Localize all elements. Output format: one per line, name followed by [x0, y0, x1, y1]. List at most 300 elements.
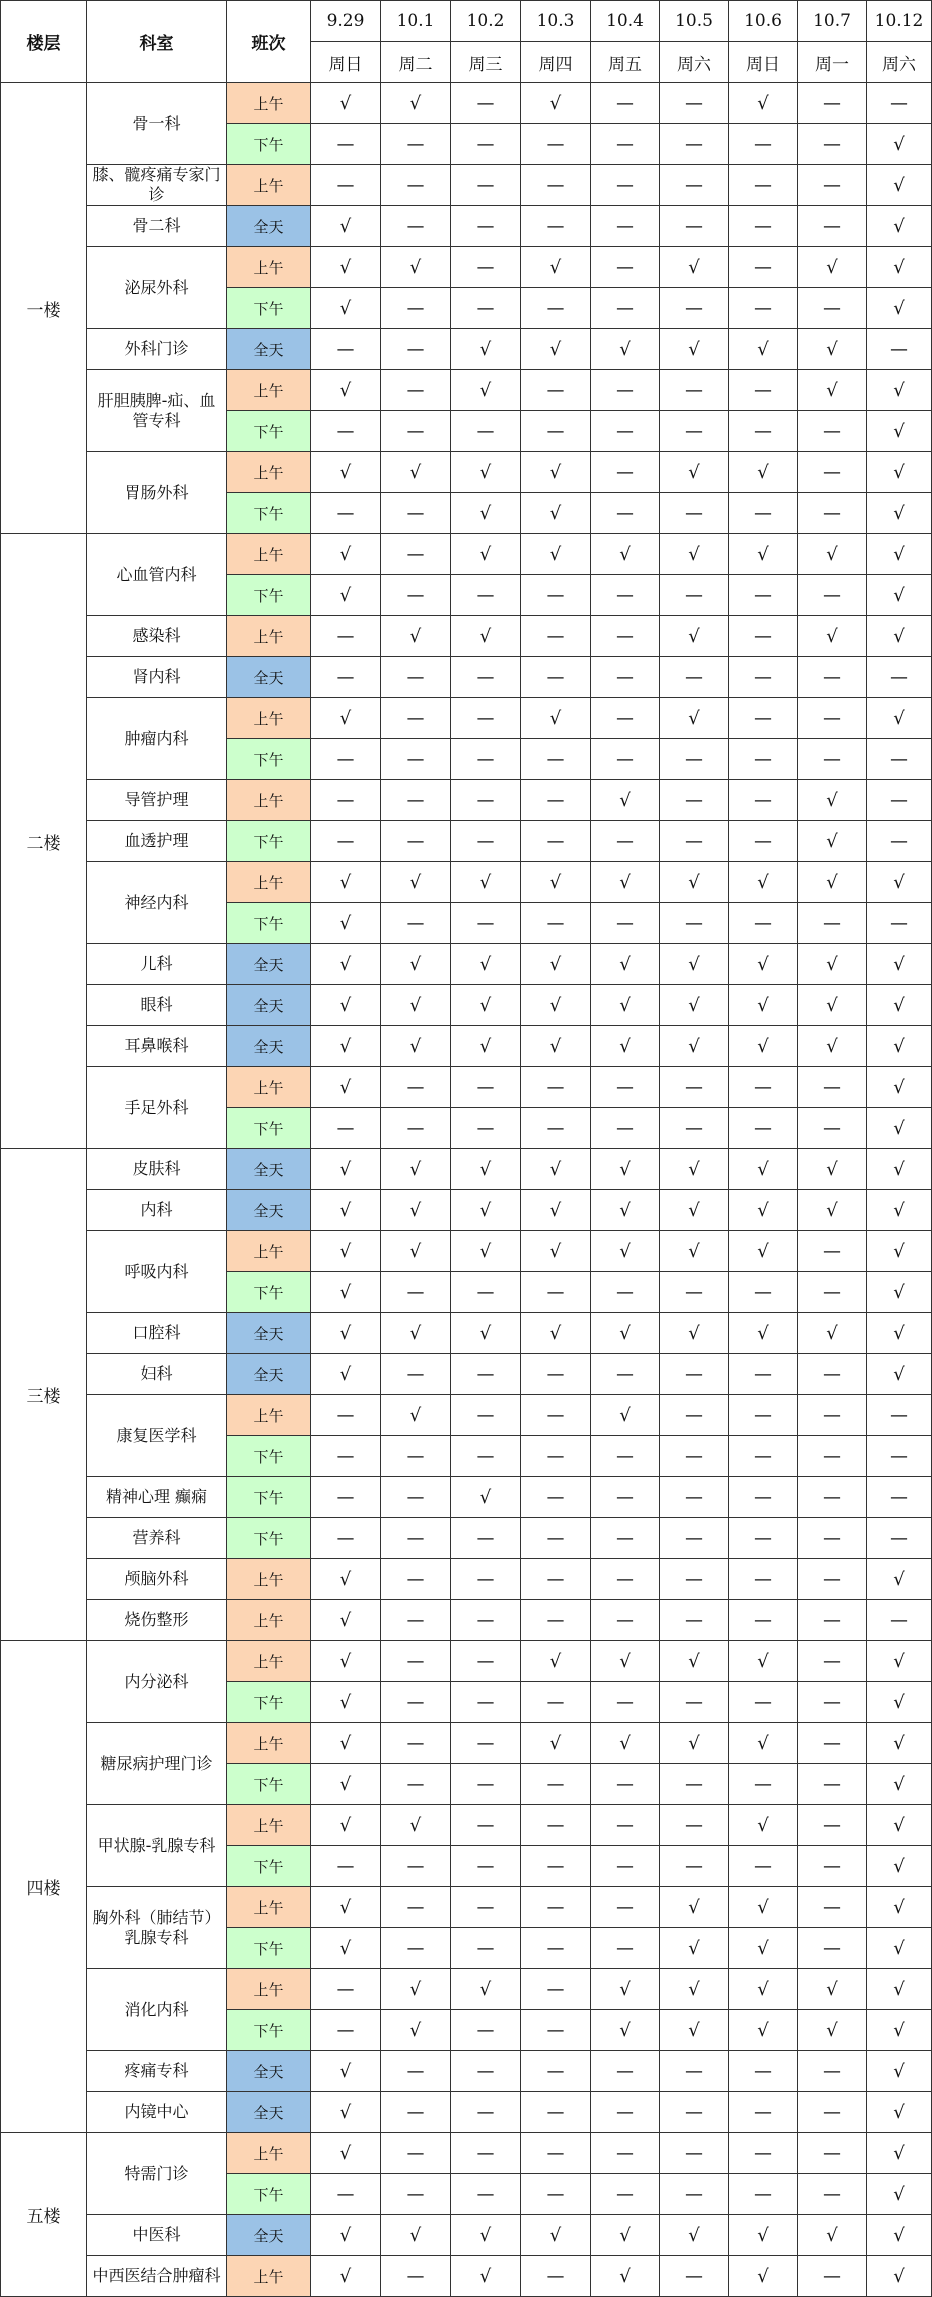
table-row [1, 1559, 932, 1600]
closed-mark: — [381, 1723, 451, 1764]
closed-mark: — [591, 1887, 660, 1928]
closed-mark: — [591, 452, 660, 493]
open-mark: √ [381, 2010, 451, 2051]
closed-mark: — [381, 2051, 451, 2092]
closed-mark: — [660, 83, 729, 124]
open-mark: √ [660, 985, 729, 1026]
open-mark: √ [729, 1723, 798, 1764]
closed-mark: — [660, 124, 729, 165]
closed-mark: — [591, 1272, 660, 1313]
closed-mark: — [729, 1272, 798, 1313]
closed-mark: — [521, 1764, 591, 1805]
open-mark: √ [311, 2256, 381, 2297]
closed-mark: — [311, 821, 381, 862]
closed-mark: — [451, 206, 521, 247]
closed-mark: — [798, 452, 867, 493]
closed-mark: — [521, 2051, 591, 2092]
open-mark: √ [867, 1272, 932, 1313]
table-row [1, 206, 932, 247]
closed-mark: — [521, 821, 591, 862]
open-mark: √ [867, 2010, 932, 2051]
open-mark: √ [381, 1149, 451, 1190]
open-mark: √ [591, 2256, 660, 2297]
dept-cell: 中医科 [87, 2215, 227, 2256]
closed-mark: — [451, 657, 521, 698]
open-mark: √ [660, 862, 729, 903]
closed-mark: — [729, 1518, 798, 1559]
open-mark: √ [660, 1887, 729, 1928]
dept-cell: 特需门诊 [87, 2133, 227, 2215]
open-mark: √ [867, 288, 932, 329]
closed-mark: — [798, 1723, 867, 1764]
closed-mark: — [798, 2133, 867, 2174]
dept-cell: 肝胆胰脾-疝、血管专科 [87, 370, 227, 452]
closed-mark: — [798, 1108, 867, 1149]
closed-mark: — [729, 411, 798, 452]
open-mark: √ [660, 1723, 729, 1764]
shift-cell: 上午 [227, 1395, 311, 1436]
shift-cell: 全天 [227, 1149, 311, 1190]
closed-mark: — [521, 1395, 591, 1436]
closed-mark: — [729, 1682, 798, 1723]
closed-mark: — [660, 1436, 729, 1477]
dept-cell: 心血管内科 [87, 534, 227, 616]
shift-cell: 下午 [227, 1764, 311, 1805]
open-mark: √ [867, 2215, 932, 2256]
closed-mark: — [381, 2092, 451, 2133]
open-mark: √ [381, 944, 451, 985]
closed-mark: — [451, 288, 521, 329]
closed-mark: — [521, 780, 591, 821]
table-row [1, 329, 932, 370]
open-mark: √ [867, 370, 932, 411]
table-header [1, 1, 932, 83]
closed-mark: — [591, 493, 660, 534]
open-mark: √ [521, 452, 591, 493]
closed-mark: — [311, 780, 381, 821]
dept-cell: 中西医结合肿瘤科 [87, 2256, 227, 2297]
dept-cell: 膝、髋疼痛专家门诊 [87, 165, 227, 206]
dept-cell: 血透护理 [87, 821, 227, 862]
closed-mark: — [521, 1518, 591, 1559]
closed-mark: — [521, 2092, 591, 2133]
open-mark: √ [311, 862, 381, 903]
open-mark: √ [798, 247, 867, 288]
closed-mark: — [381, 575, 451, 616]
shift-cell: 全天 [227, 329, 311, 370]
shift-cell: 全天 [227, 1026, 311, 1067]
closed-mark: — [381, 1272, 451, 1313]
weekday-header: 周四 [521, 42, 591, 83]
closed-mark: — [311, 329, 381, 370]
closed-mark: — [591, 698, 660, 739]
table-row [1, 780, 932, 821]
dept-cell: 烧伤整形 [87, 1600, 227, 1641]
closed-mark: — [729, 698, 798, 739]
open-mark: √ [798, 2010, 867, 2051]
closed-mark: — [798, 1600, 867, 1641]
shift-cell: 上午 [227, 1805, 311, 1846]
closed-mark: — [311, 1969, 381, 2010]
closed-mark: — [381, 1928, 451, 1969]
closed-mark: — [311, 165, 381, 206]
floor-cell: 一楼 [1, 83, 87, 534]
open-mark: √ [311, 1067, 381, 1108]
closed-mark: — [660, 575, 729, 616]
open-mark: √ [660, 452, 729, 493]
closed-mark: — [521, 1846, 591, 1887]
closed-mark: — [591, 124, 660, 165]
closed-mark: — [521, 2174, 591, 2215]
closed-mark: — [521, 1600, 591, 1641]
closed-mark: — [591, 206, 660, 247]
closed-mark: — [451, 903, 521, 944]
dept-cell: 感染科 [87, 616, 227, 657]
closed-mark: — [451, 1395, 521, 1436]
closed-mark: — [381, 780, 451, 821]
open-mark: √ [660, 1928, 729, 1969]
table-row [1, 1723, 932, 1764]
closed-mark: — [591, 1805, 660, 1846]
closed-mark: — [729, 1354, 798, 1395]
closed-mark: — [521, 411, 591, 452]
open-mark: √ [311, 1026, 381, 1067]
closed-mark: — [798, 1067, 867, 1108]
open-mark: √ [451, 370, 521, 411]
open-mark: √ [451, 944, 521, 985]
closed-mark: — [729, 575, 798, 616]
shift-cell: 下午 [227, 1108, 311, 1149]
open-mark: √ [798, 985, 867, 1026]
date-header: 10.4 [591, 1, 660, 42]
closed-mark: — [311, 657, 381, 698]
table-row [1, 83, 932, 124]
table-row [1, 1969, 932, 2010]
open-mark: √ [798, 862, 867, 903]
open-mark: √ [381, 1026, 451, 1067]
open-mark: √ [381, 862, 451, 903]
open-mark: √ [521, 1026, 591, 1067]
closed-mark: — [798, 2174, 867, 2215]
closed-mark: — [591, 739, 660, 780]
closed-mark: — [798, 165, 867, 206]
closed-mark: — [660, 411, 729, 452]
closed-mark: — [591, 1518, 660, 1559]
closed-mark: — [867, 1477, 932, 1518]
shift-cell: 下午 [227, 1477, 311, 1518]
open-mark: √ [729, 329, 798, 370]
dept-cell: 外科门诊 [87, 329, 227, 370]
open-mark: √ [451, 493, 521, 534]
closed-mark: — [798, 698, 867, 739]
shift-cell: 上午 [227, 1969, 311, 2010]
open-mark: √ [867, 2174, 932, 2215]
closed-mark: — [521, 1928, 591, 1969]
closed-mark: — [381, 1518, 451, 1559]
open-mark: √ [521, 83, 591, 124]
shift-cell: 下午 [227, 739, 311, 780]
closed-mark: — [591, 165, 660, 206]
closed-mark: — [591, 411, 660, 452]
open-mark: √ [311, 1805, 381, 1846]
open-mark: √ [311, 206, 381, 247]
open-mark: √ [867, 534, 932, 575]
open-mark: √ [591, 1969, 660, 2010]
weekday-header: 周日 [311, 42, 381, 83]
open-mark: √ [798, 944, 867, 985]
closed-mark: — [521, 903, 591, 944]
dept-cell: 内镜中心 [87, 2092, 227, 2133]
open-mark: √ [381, 247, 451, 288]
closed-mark: — [311, 1477, 381, 1518]
open-mark: √ [798, 1026, 867, 1067]
open-mark: √ [311, 1272, 381, 1313]
open-mark: √ [591, 1641, 660, 1682]
closed-mark: — [729, 2174, 798, 2215]
closed-mark: — [521, 1436, 591, 1477]
closed-mark: — [798, 2256, 867, 2297]
table-row [1, 1805, 932, 1846]
closed-mark: — [867, 1600, 932, 1641]
closed-mark: — [451, 1600, 521, 1641]
closed-mark: — [451, 1805, 521, 1846]
open-mark: √ [591, 862, 660, 903]
date-header: 10.7 [798, 1, 867, 42]
dept-cell: 内分泌科 [87, 1641, 227, 1723]
open-mark: √ [867, 2256, 932, 2297]
open-mark: √ [381, 83, 451, 124]
closed-mark: — [591, 1354, 660, 1395]
open-mark: √ [729, 534, 798, 575]
table-row [1, 1231, 932, 1272]
open-mark: √ [798, 2215, 867, 2256]
open-mark: √ [451, 1231, 521, 1272]
closed-mark: — [729, 247, 798, 288]
open-mark: √ [451, 329, 521, 370]
closed-mark: — [729, 1067, 798, 1108]
closed-mark: — [381, 1108, 451, 1149]
table-row [1, 1026, 932, 1067]
open-mark: √ [311, 1149, 381, 1190]
closed-mark: — [729, 821, 798, 862]
open-mark: √ [451, 985, 521, 1026]
closed-mark: — [798, 1477, 867, 1518]
closed-mark: — [729, 657, 798, 698]
closed-mark: — [381, 1641, 451, 1682]
closed-mark: — [311, 2174, 381, 2215]
shift-cell: 下午 [227, 1682, 311, 1723]
dept-cell: 泌尿外科 [87, 247, 227, 329]
closed-mark: — [591, 821, 660, 862]
shift-cell: 上午 [227, 1887, 311, 1928]
closed-mark: — [521, 288, 591, 329]
open-mark: √ [311, 944, 381, 985]
open-mark: √ [729, 83, 798, 124]
dept-cell: 精神心理 癫痫 [87, 1477, 227, 1518]
open-mark: √ [311, 903, 381, 944]
closed-mark: — [729, 1108, 798, 1149]
open-mark: √ [521, 1313, 591, 1354]
open-mark: √ [867, 1764, 932, 1805]
closed-mark: — [729, 165, 798, 206]
open-mark: √ [451, 1026, 521, 1067]
closed-mark: — [798, 575, 867, 616]
open-mark: √ [729, 862, 798, 903]
closed-mark: — [867, 1395, 932, 1436]
open-mark: √ [660, 1190, 729, 1231]
open-mark: √ [729, 1887, 798, 1928]
open-mark: √ [660, 1313, 729, 1354]
date-header: 10.3 [521, 1, 591, 42]
closed-mark: — [451, 1723, 521, 1764]
closed-mark: — [451, 2174, 521, 2215]
open-mark: √ [521, 944, 591, 985]
open-mark: √ [729, 985, 798, 1026]
closed-mark: — [867, 1436, 932, 1477]
closed-mark: — [311, 1518, 381, 1559]
closed-mark: — [451, 247, 521, 288]
open-mark: √ [521, 1641, 591, 1682]
floor-cell: 四楼 [1, 1641, 87, 2133]
closed-mark: — [591, 1600, 660, 1641]
open-mark: √ [591, 1231, 660, 1272]
shift-cell: 下午 [227, 411, 311, 452]
closed-mark: — [381, 493, 451, 534]
open-mark: √ [798, 821, 867, 862]
open-mark: √ [311, 452, 381, 493]
open-mark: √ [451, 2256, 521, 2297]
open-mark: √ [381, 616, 451, 657]
shift-header: 班次 [227, 1, 311, 83]
open-mark: √ [660, 2215, 729, 2256]
closed-mark: — [521, 1067, 591, 1108]
open-mark: √ [381, 1190, 451, 1231]
dept-header: 科室 [87, 1, 227, 83]
closed-mark: — [381, 1067, 451, 1108]
shift-cell: 上午 [227, 1600, 311, 1641]
open-mark: √ [521, 985, 591, 1026]
open-mark: √ [311, 1600, 381, 1641]
open-mark: √ [591, 1026, 660, 1067]
open-mark: √ [867, 165, 932, 206]
closed-mark: — [311, 1846, 381, 1887]
weekday-header: 周二 [381, 42, 451, 83]
shift-cell: 下午 [227, 1518, 311, 1559]
open-mark: √ [798, 329, 867, 370]
closed-mark: — [591, 1067, 660, 1108]
shift-cell: 全天 [227, 2092, 311, 2133]
closed-mark: — [660, 206, 729, 247]
open-mark: √ [451, 1190, 521, 1231]
open-mark: √ [660, 247, 729, 288]
open-mark: √ [867, 1928, 932, 1969]
dept-cell: 甲状腺-乳腺专科 [87, 1805, 227, 1887]
table-row [1, 1354, 932, 1395]
open-mark: √ [867, 1805, 932, 1846]
closed-mark: — [311, 124, 381, 165]
closed-mark: — [521, 616, 591, 657]
open-mark: √ [867, 1969, 932, 2010]
open-mark: √ [729, 1026, 798, 1067]
open-mark: √ [729, 1231, 798, 1272]
open-mark: √ [867, 1313, 932, 1354]
shift-cell: 上午 [227, 452, 311, 493]
shift-cell: 上午 [227, 1723, 311, 1764]
closed-mark: — [521, 370, 591, 411]
open-mark: √ [591, 2010, 660, 2051]
closed-mark: — [381, 1436, 451, 1477]
closed-mark: — [451, 165, 521, 206]
date-header: 10.5 [660, 1, 729, 42]
shift-cell: 全天 [227, 2215, 311, 2256]
shift-cell: 全天 [227, 657, 311, 698]
closed-mark: — [798, 83, 867, 124]
weekday-header: 周一 [798, 42, 867, 83]
open-mark: √ [451, 1149, 521, 1190]
closed-mark: — [381, 1354, 451, 1395]
closed-mark: — [381, 1682, 451, 1723]
closed-mark: — [521, 1477, 591, 1518]
open-mark: √ [729, 1313, 798, 1354]
closed-mark: — [660, 1764, 729, 1805]
table-row [1, 452, 932, 493]
open-mark: √ [729, 2256, 798, 2297]
closed-mark: — [798, 1272, 867, 1313]
closed-mark: — [521, 1887, 591, 1928]
open-mark: √ [867, 493, 932, 534]
closed-mark: — [381, 206, 451, 247]
open-mark: √ [798, 534, 867, 575]
open-mark: √ [729, 1969, 798, 2010]
open-mark: √ [381, 1313, 451, 1354]
table-body [1, 83, 932, 2297]
closed-mark: — [591, 1682, 660, 1723]
closed-mark: — [521, 2010, 591, 2051]
closed-mark: — [660, 903, 729, 944]
dept-cell: 消化内科 [87, 1969, 227, 2051]
closed-mark: — [660, 2256, 729, 2297]
table-row [1, 534, 932, 575]
shift-cell: 上午 [227, 1559, 311, 1600]
shift-cell: 上午 [227, 534, 311, 575]
open-mark: √ [729, 452, 798, 493]
closed-mark: — [311, 2010, 381, 2051]
closed-mark: — [729, 780, 798, 821]
shift-cell: 上午 [227, 2256, 311, 2297]
closed-mark: — [660, 1067, 729, 1108]
open-mark: √ [311, 1764, 381, 1805]
closed-mark: — [867, 821, 932, 862]
open-mark: √ [729, 1928, 798, 1969]
open-mark: √ [591, 1723, 660, 1764]
open-mark: √ [867, 1026, 932, 1067]
shift-cell: 全天 [227, 1313, 311, 1354]
shift-cell: 上午 [227, 862, 311, 903]
table-row [1, 944, 932, 985]
closed-mark: — [729, 206, 798, 247]
shift-cell: 全天 [227, 206, 311, 247]
open-mark: √ [311, 2051, 381, 2092]
closed-mark: — [798, 411, 867, 452]
closed-mark: — [729, 2051, 798, 2092]
open-mark: √ [521, 1190, 591, 1231]
weekday-header: 周五 [591, 42, 660, 83]
closed-mark: — [660, 493, 729, 534]
closed-mark: — [660, 821, 729, 862]
open-mark: √ [591, 944, 660, 985]
closed-mark: — [660, 1559, 729, 1600]
closed-mark: — [798, 1436, 867, 1477]
